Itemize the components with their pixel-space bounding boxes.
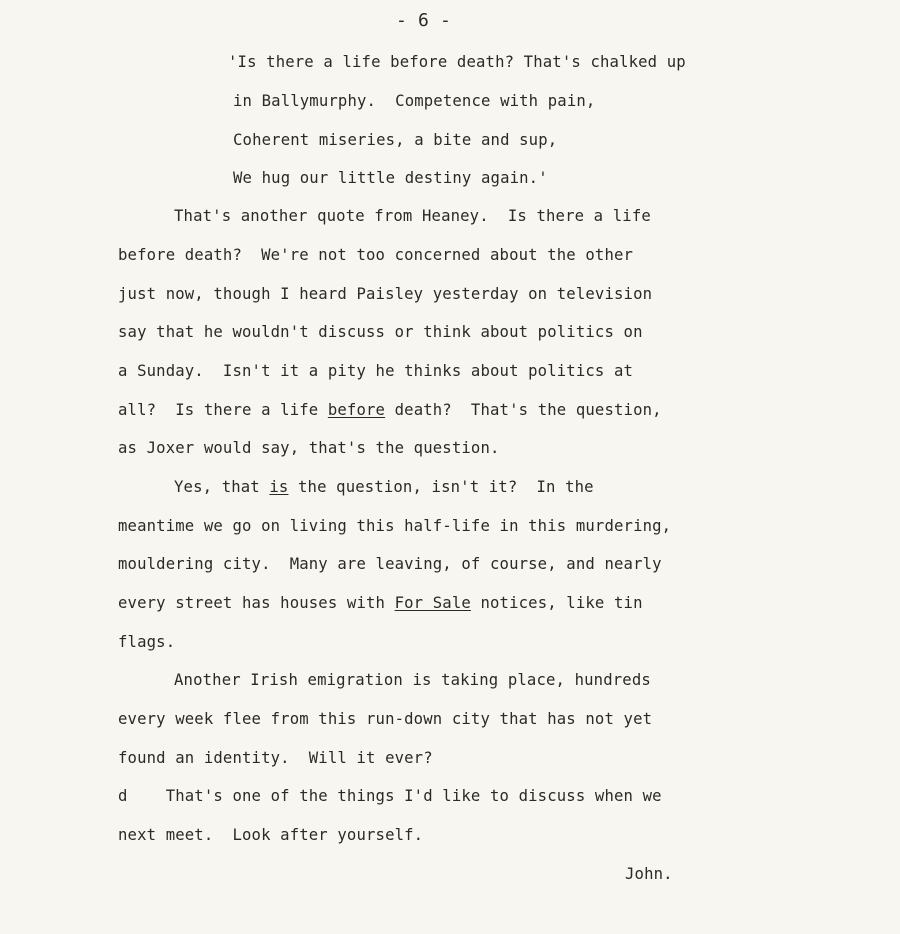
text-line-8: say that he wouldn't discuss or think about politics on <box>118 323 643 341</box>
text-line-3: Coherent miseries, a bite and sup, <box>233 131 558 149</box>
underlined-before: before <box>327 401 386 419</box>
text-line-17: Another Irish emigration is taking place, hundreds <box>174 671 651 689</box>
text-line-5: That's another quote from Heaney. Is there a life <box>174 207 651 225</box>
line-15-after: notices, like tin <box>470 594 643 612</box>
text-line-4: We hug our little destiny again.' <box>233 169 548 187</box>
line-12-after: the question, isn't it? In the <box>288 478 594 496</box>
text-line-15 <box>118 593 643 613</box>
underlined-for-sale: For Sale <box>394 594 471 612</box>
signature-john: John. <box>625 865 673 883</box>
text-line-1: 'Is there a life before death? That's chalked up <box>228 53 686 71</box>
line-10-before: all? Is there a life <box>118 401 328 419</box>
text-line-21: next meet. Look after yourself. <box>118 826 424 844</box>
text-line-6: before death? We're not too concerned about the other <box>118 246 634 264</box>
text-line-11: as Joxer would say, that's the question. <box>118 439 500 457</box>
text-line-20: d That's one of the things I'd like to discuss when we <box>118 787 662 805</box>
text-line-14: mouldering city. Many are leaving, of course, and nearly <box>118 555 662 573</box>
text-line-12 <box>174 477 594 497</box>
line-10-after: death? That's the question, <box>385 401 662 419</box>
text-line-10 <box>118 400 662 420</box>
text-line-18: every week flee from this run-down city that has not yet <box>118 710 653 728</box>
line-15-before: every street has houses with <box>118 594 395 612</box>
text-line-9: a Sunday. Isn't it a pity he thinks about politics at <box>118 362 634 380</box>
line-12-before: Yes, that <box>174 478 270 496</box>
text-line-2: in Ballymurphy. Competence with pain, <box>233 92 596 110</box>
text-line-19: found an identity. Will it ever? <box>118 749 433 767</box>
text-line-7: just now, though I heard Paisley yesterday on television <box>118 285 653 303</box>
page-number: - 6 - <box>396 10 451 31</box>
underlined-is: is <box>269 478 289 496</box>
text-line-16: flags. <box>118 633 176 651</box>
text-line-13: meantime we go on living this half-life in this murdering, <box>118 517 672 535</box>
